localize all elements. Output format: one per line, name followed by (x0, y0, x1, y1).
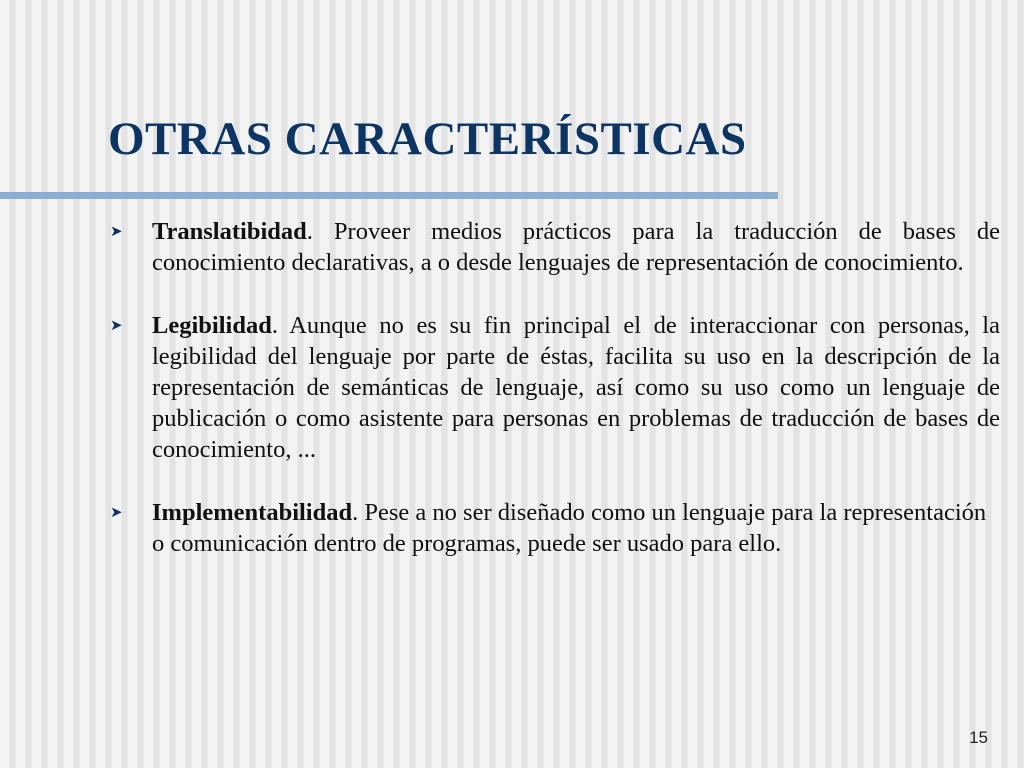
title-divider (0, 192, 778, 199)
bullet-term: Legibilidad (152, 312, 272, 339)
bullet-text: . Proveer medios prácticos para la traducción de bases de conocimiento declarativas, a o desde lenguajes de representación de conocimiento. (152, 218, 1000, 276)
bullet-item-translatibidad (110, 216, 1000, 278)
bullet-term: Translatibidad (152, 218, 307, 245)
chevron-right-icon: ➤ (110, 316, 123, 334)
bullet-item-implementabilidad (110, 497, 1000, 559)
bullet-text: . Aunque no es su fin principal el de interaccionar con personas, la legibilidad del lenguaje por parte de éstas, facilita su uso en la descripción de la representación de semánticas de lenguaje, así como su uso como un lenguaje de publicación o como asistente para personas en problemas de traducción de bases de conocimiento, ... (152, 312, 1000, 463)
chevron-right-icon: ➤ (110, 503, 123, 521)
bullet-list (110, 216, 1000, 559)
chevron-right-icon: ➤ (110, 222, 123, 240)
bullet-text: . Pese a no ser diseñado como un lenguaje para la representación o comunicación dentro de programas, puede ser usado para ello. (152, 499, 987, 557)
bullet-term: Implementabilidad (152, 499, 353, 526)
bullet-item-legibilidad (110, 310, 1000, 465)
page-number: 15 (969, 728, 988, 747)
slide-title: OTRAS CARACTERÍSTICAS (108, 113, 747, 165)
